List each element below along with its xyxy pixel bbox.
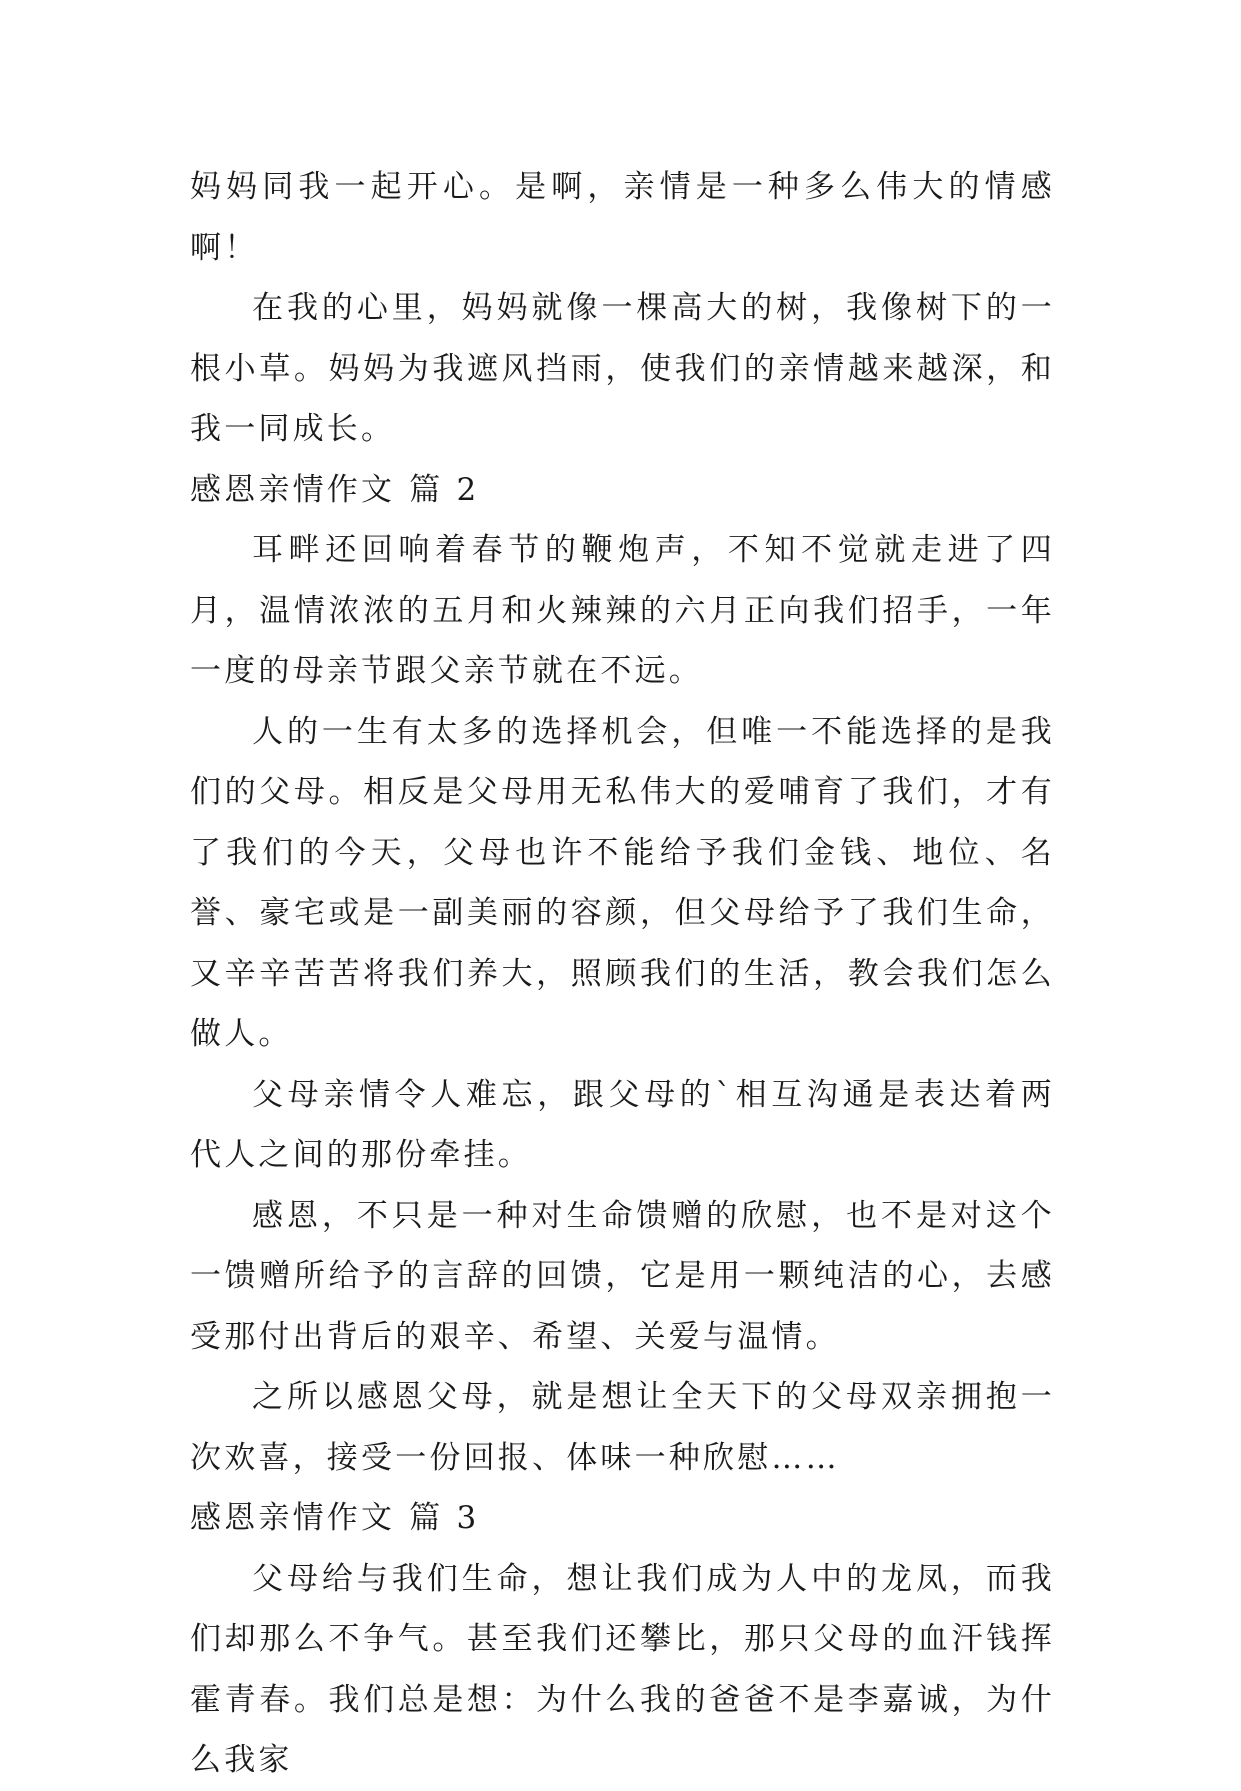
paragraph-8: 父母给与我们生命，想让我们成为人中的龙凤，而我们却那么不争气。甚至我们还攀比，那只父母的血汗钱挥霍青春。我们总是想：为什么我的爸爸不是李嘉诚，为什么我家 [190, 1560, 1055, 1778]
paragraph-3: 耳畔还回响着春节的鞭炮声，不知不觉就走进了四月，温情浓浓的五月和火辣辣的六月正向我们招手，一年一度的母亲节跟父亲节就在不远。 [190, 532, 1055, 689]
paragraph-6: 感恩，不只是一种对生命馈赠的欣慰，也不是对这个一馈赠所给予的言辞的回馈，它是用一颗纯洁的心，去感受那付出背后的艰辛、希望、关爱与温情。 [190, 1197, 1055, 1355]
section-title: 感恩亲情作文 [190, 1500, 396, 1536]
paragraph-7: 之所以感恩父母，就是想让全天下的父母双亲拥抱一次欢喜，接受一份回报、体味一种欣慰…… [190, 1379, 1055, 1476]
paragraph-1: 妈妈同我一起开心。是啊，亲情是一种多么伟大的情感啊！ [190, 169, 1055, 266]
section-heading-2 [190, 460, 1055, 521]
paragraph-4: 人的一生有太多的选择机会，但唯一不能选择的是我们的父母。相反是父母用无私伟大的爱哺育了我们，才有了我们的今天，父母也许不能给予我们金钱、地位、名誉、豪宅或是一副美丽的容颜，但父母给予了我们生命，又辛辛苦苦将我们养大，照顾我们的生活，教会我们怎么做人。 [190, 713, 1055, 1052]
paragraph-5: 父母亲情令人难忘，跟父母的`相互沟通是表达着两代人之间的那份牵挂。 [190, 1076, 1055, 1173]
section-heading-3 [190, 1488, 1055, 1549]
section-title: 感恩亲情作文 [190, 471, 396, 508]
section-label: 篇 3 [409, 1500, 480, 1536]
section-label: 篇 2 [409, 471, 480, 508]
paragraph-2: 在我的心里，妈妈就像一棵高大的树，我像树下的一根小草。妈妈为我遮风挡雨，使我们的亲情越来越深，和我一同成长。 [190, 290, 1055, 447]
document-body [190, 157, 1055, 1791]
